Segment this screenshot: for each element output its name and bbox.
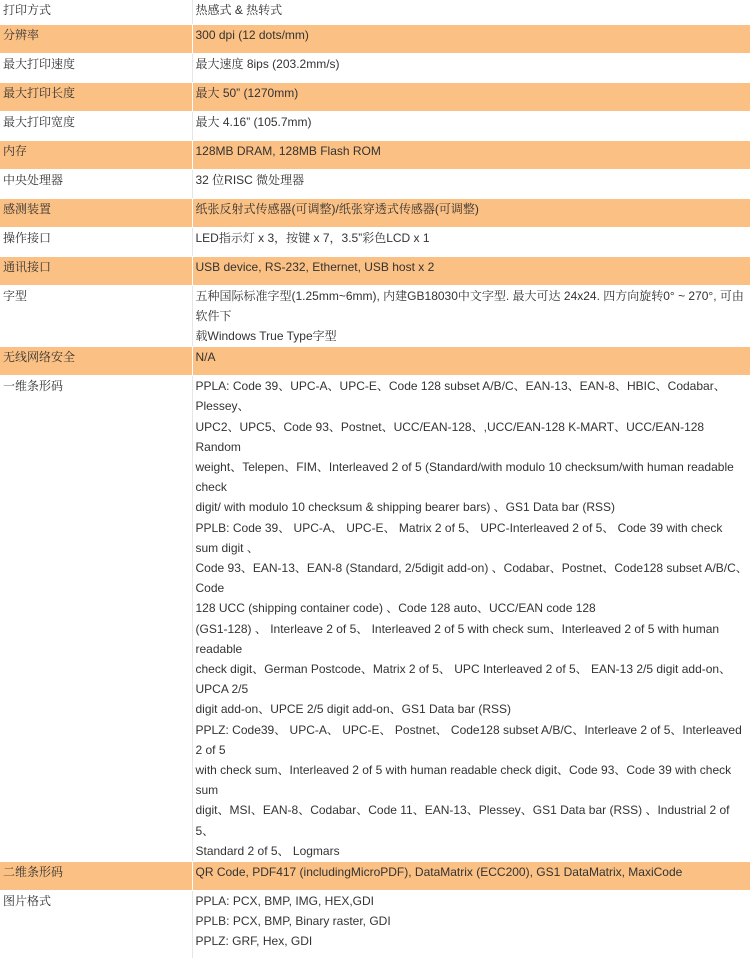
row-max-print-width [0,111,750,140]
row-value: LED指示灯 x 3，按键 x 7，3.5”彩色LCD x 1 [192,227,750,256]
row-label: 最大打印速度 [0,53,192,82]
row-fonts [0,285,750,347]
row-label: 无线网络安全 [0,347,192,376]
row-label: 感测装置 [0,198,192,227]
row-value: 热感式 & 热转式 [192,0,750,24]
row-wireless-security [0,347,750,376]
row-value: 最大 4.16” (105.7mm) [192,111,750,140]
row-value: 32 位RISC 微处理器 [192,169,750,198]
row-value: QR Code, PDF417 (includingMicroPDF), DataMatrix (ECC200), GS1 DataMatrix, MaxiCode [192,861,750,890]
row-image-formats [0,890,750,958]
row-label: 通讯接口 [0,256,192,285]
row-label: 最大打印长度 [0,82,192,111]
row-label: 中央处理器 [0,169,192,198]
row-label: 一维条形码 [0,376,192,862]
row-label: 二维条形码 [0,861,192,890]
row-value: 纸张反射式传感器(可调整)/纸张穿透式传感器(可调整) [192,198,750,227]
row-label: 操作接口 [0,227,192,256]
row-value: N/A [192,347,750,376]
row-label: 字型 [0,285,192,347]
row-2d-barcodes [0,861,750,890]
row-sensors [0,198,750,227]
row-label: 内存 [0,140,192,169]
row-label: 图片格式 [0,890,192,958]
row-value: PPLA: Code 39、UPC-A、UPC-E、Code 128 subset A/B/C、EAN-13、EAN-8、HBIC、Codabar、Plessey、 UPC2、UPC5、Code 93、Postnet、UCC/EAN-128、,UCC/EAN-128 K-MART、UCC/EAN-128 Random weight、Telepen、FIM、Interleaved 2 of 5 (Standard/with modulo 10 checksum/with human readable check digit/ with modulo 10 checksum & shipping bearer bars) 、GS1 Data bar (RSS) PPLB: Code 39、 UPC-A、 UPC-E、 Matrix 2 of 5、 UPC-Interleaved 2 of 5、 Code 39 with check sum digit 、 Code 93、EAN-13、EAN-8 (Standard, 2/5digit add-on) 、Codabar、Postnet、Code128 subset A/B/C、Code 128 UCC (shipping container code) 、Code 128 auto、UCC/EAN code 128 (GS1-128) 、 Interleave 2 of 5、 Interleaved 2 of 5 with check sum、Interleaved 2 of 5 with human readable check digit、German Postcode、Matrix 2 of 5、 UPC Interleaved 2 of 5、 EAN-13 2/5 digit add-on、 UPCA 2/5 digit add-on、UPCE 2/5 digit add-on、GS1 Data bar (RSS) PPLZ: Code39、 UPC-A、 UPC-E、 Postnet、 Code128 subset A/B/C、Interleave 2 of 5、Interleaved 2 of 5 with check sum、Interleaved 2 of 5 with human readable check digit、Code 93、Code 39 with check sum digit、MSI、EAN-8、Codabar、Code 11、EAN-13、Plessey、GS1 Data bar (RSS) 、Industrial 2 of 5、 Standard 2 of 5、 Logmars [192,376,750,862]
row-1d-barcodes [0,376,750,862]
row-value: 最大 50” (1270mm) [192,82,750,111]
row-print-method [0,0,750,24]
row-value: USB device, RS-232, Ethernet, USB host x 2 [192,256,750,285]
row-label: 打印方式 [0,0,192,24]
row-max-print-speed [0,53,750,82]
row-value: 最大速度 8ips (203.2mm/s) [192,53,750,82]
row-max-print-length [0,82,750,111]
row-value: 300 dpi (12 dots/mm) [192,24,750,53]
row-value: 五种国际标准字型(1.25mm~6mm), 内建GB18030中文字型. 最大可达 24x24. 四方向旋转0° ~ 270°, 可由软件下 载Windows True Type字型 [192,285,750,347]
row-communication-interface [0,256,750,285]
row-value: 128MB DRAM, 128MB Flash ROM [192,140,750,169]
row-label: 最大打印宽度 [0,111,192,140]
row-memory [0,140,750,169]
row-label: 分辨率 [0,24,192,53]
row-resolution [0,24,750,53]
row-cpu [0,169,750,198]
row-value: PPLA: PCX, BMP, IMG, HEX,GDI PPLB: PCX, BMP, Binary raster, GDI PPLZ: GRF, Hex, GDI [192,890,750,958]
row-operation-interface [0,227,750,256]
